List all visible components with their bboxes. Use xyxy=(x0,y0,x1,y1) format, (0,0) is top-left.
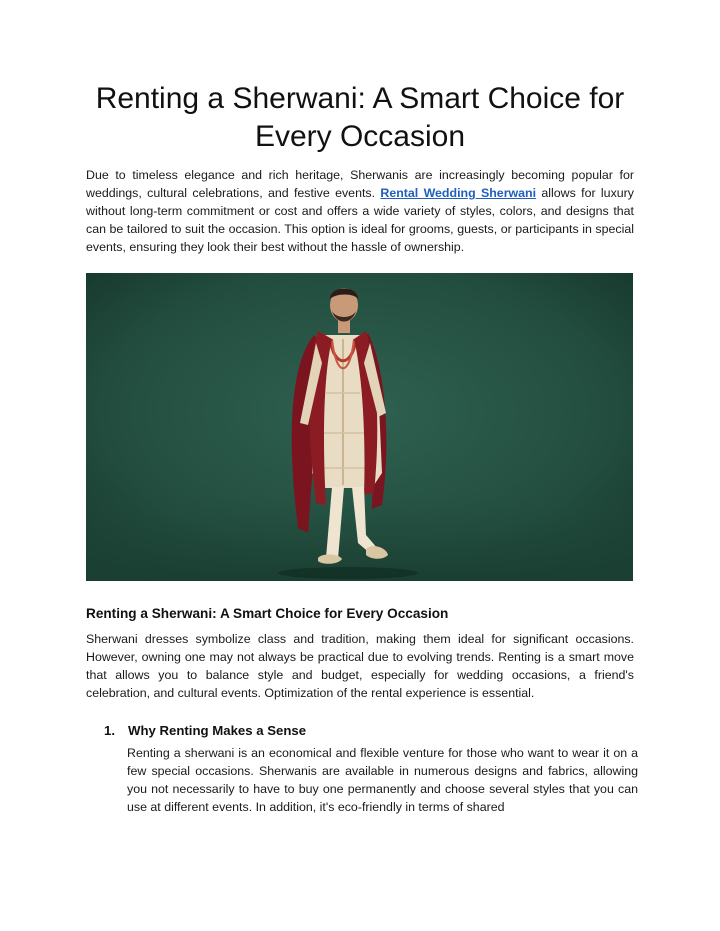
intro-paragraph xyxy=(86,166,634,256)
list-item-number: 1. xyxy=(104,723,115,738)
sherwani-model-photo xyxy=(86,273,633,581)
section-paragraph: Sherwani dresses symbolize class and tradition, making them ideal for significant occasions. However, owning one may not always be practical due to evolving trends. Renting is a smart move that allows you to balance style and budget, especially for wedding occasions, a friend's celebration, and cultural events. Optimization of the rental experience is essential. xyxy=(86,632,634,700)
intro-text-before-link: Due to timeless elegance and rich heritage, Sherwanis are increasingly becoming popular for weddings, cultural celebrations, and festive events. xyxy=(86,168,634,200)
list-item xyxy=(104,723,638,816)
rental-wedding-sherwani-link[interactable]: Rental Wedding Sherwani xyxy=(380,186,537,200)
document-title: Renting a Sherwani: A Smart Choice for Every Occasion xyxy=(95,82,625,153)
list-item-body: Renting a sherwani is an economical and flexible venture for those who want to wear it on a few special occasions. Sherwanis are available in numerous designs and fabrics, allowing you not necessarily to have to buy one permanently and choose several styles that you can use at different events. In addition, it's eco-friendly in terms of shared xyxy=(127,746,638,814)
numbered-list xyxy=(104,723,638,816)
intro-text-after-link: allows for luxury without long-term commitment or cost and offers a wide variety of styles, colors, and designs that can be tailored to suit the occasion. This option is ideal for grooms, guests, or participants in special events, ensuring they look their best without the hassle of ownership. xyxy=(86,186,634,254)
section-heading: Renting a Sherwani: A Smart Choice for Every Occasion xyxy=(86,606,449,621)
list-item-heading xyxy=(104,723,638,738)
list-item-title: Why Renting Makes a Sense xyxy=(128,723,307,738)
